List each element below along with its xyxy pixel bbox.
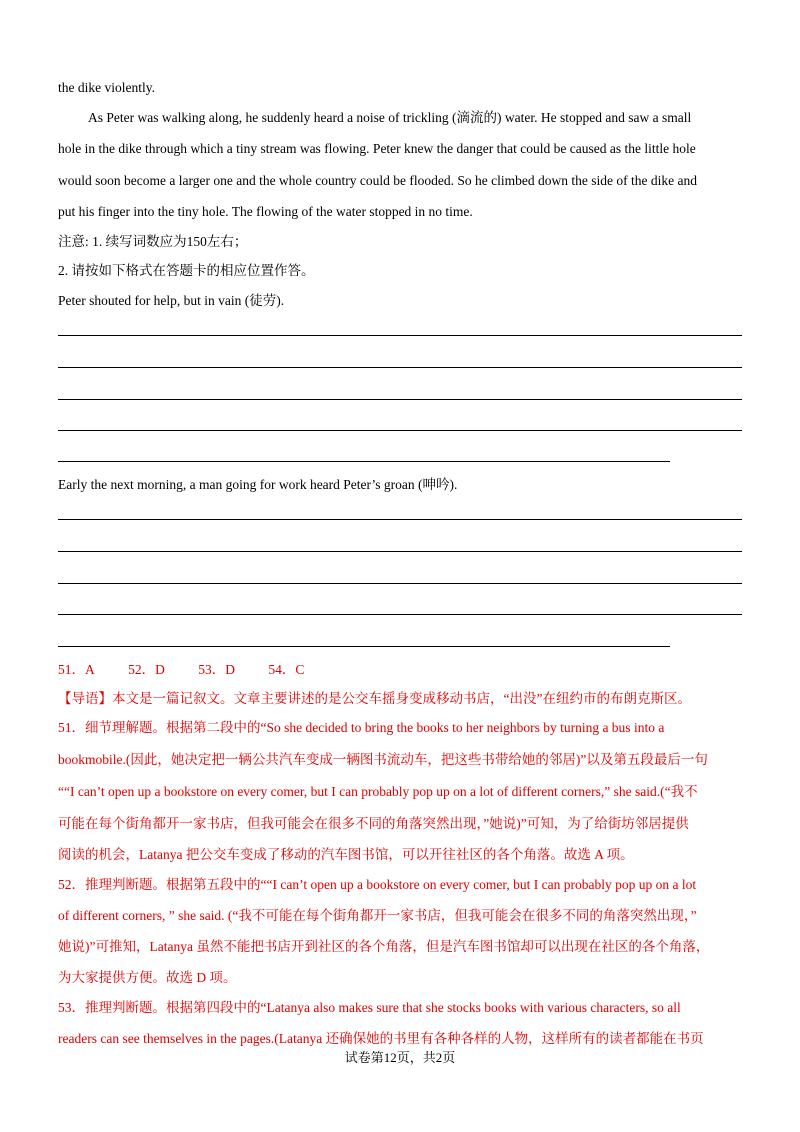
analysis-line: 51．细节理解题。根据第二段中的“So she decided to bring the books to her neighbors by turning a bus into a — [58, 720, 665, 735]
passage-line: would soon become a larger one and the whole country could be flooded. So he climbed down the side of the dike and — [58, 173, 697, 188]
writing-line — [58, 614, 742, 615]
continuation-prompt-2: Early the next morning, a man going for work heard Peter’s groan (呻吟). — [58, 477, 458, 492]
answer-53: 53．D — [198, 662, 235, 677]
analysis-line: 52．推理判断题。根据第五段中的““I can’t open up a bookstore on every comer, but I can probably pop up on a lot — [58, 877, 697, 892]
answer-key — [58, 661, 748, 679]
answer-54: 54．C — [268, 662, 305, 677]
analysis-line: readers can see themselves in the pages.(Latanya 还确保她的书里有各种各样的人物，这样所有的读者都能在书页 — [58, 1031, 704, 1046]
analysis-line: 她说)”可推知，Latanya 虽然不能把书店开到社区的各个角落，但是汽车图书馆却可以出现在社区的各个角落， — [58, 939, 710, 954]
analysis-line: bookmobile.(因此，她决定把一辆公共汽车变成一辆图书流动车，把这些书带给她的邻居)”以及第五段最后一句 — [58, 752, 708, 767]
passage-line: put his finger into the tiny hole. The flowing of the water stopped in no time. — [58, 204, 473, 219]
writing-line — [58, 646, 670, 647]
answer-51: 51．A — [58, 662, 95, 677]
writing-line — [58, 335, 742, 336]
analysis-line: of different corners, ” she said. (“我不可能在每个街角都开一家书店，但我可能会在很多不同的角落突然出现，” — [58, 908, 697, 923]
writing-line — [58, 551, 742, 552]
continuation-prompt-1: Peter shouted for help, but in vain (徒劳). — [58, 293, 285, 308]
analysis-line: 为大家提供方便。故选 D 项。 — [58, 970, 237, 985]
passage-line: hole in the dike through which a tiny stream was flowing. Peter knew the danger that could be caused as the little hole — [58, 141, 696, 156]
writing-line — [58, 583, 742, 584]
writing-line — [58, 430, 742, 431]
analysis-line: 53．推理判断题。根据第四段中的“Latanya also makes sure that she stocks books with various characters, so all — [58, 1000, 681, 1015]
analysis-line: ““I can’t open up a bookstore on every comer, but I can probably pop up on a lot of different corners,” she said.(“我不 — [58, 784, 698, 799]
passage-line: As Peter was walking along, he suddenly heard a noise of trickling (滴流的) water. He stopped and saw a small — [88, 110, 692, 125]
answer-52: 52．D — [128, 662, 165, 677]
note-line: 注意: 1. 续写词数应为150左右； — [58, 234, 248, 249]
passage-line: the dike violently. — [58, 80, 155, 95]
analysis-line: 可能在每个街角都开一家书店，但我可能会在很多不同的角落突然出现，”她说)”可知，为了给街坊邻居提供 — [58, 816, 689, 831]
note-line: 2. 请按如下格式在答题卡的相应位置作答。 — [58, 263, 315, 278]
writing-line — [58, 461, 670, 462]
writing-line — [58, 399, 742, 400]
writing-line — [58, 367, 742, 368]
page-footer: 试卷第12页，共2页 — [344, 1050, 456, 1065]
analysis-line: 阅读的机会，Latanya 把公交车变成了移动的汽车图书馆，可以开往社区的各个角落。故选 A 项。 — [58, 847, 634, 862]
analysis-line: 【导语】本文是一篇记叙文。文章主要讲述的是公交车摇身变成移动书店，“出没”在纽约市的布朗克斯区。 — [58, 691, 691, 706]
writing-line — [58, 519, 742, 520]
